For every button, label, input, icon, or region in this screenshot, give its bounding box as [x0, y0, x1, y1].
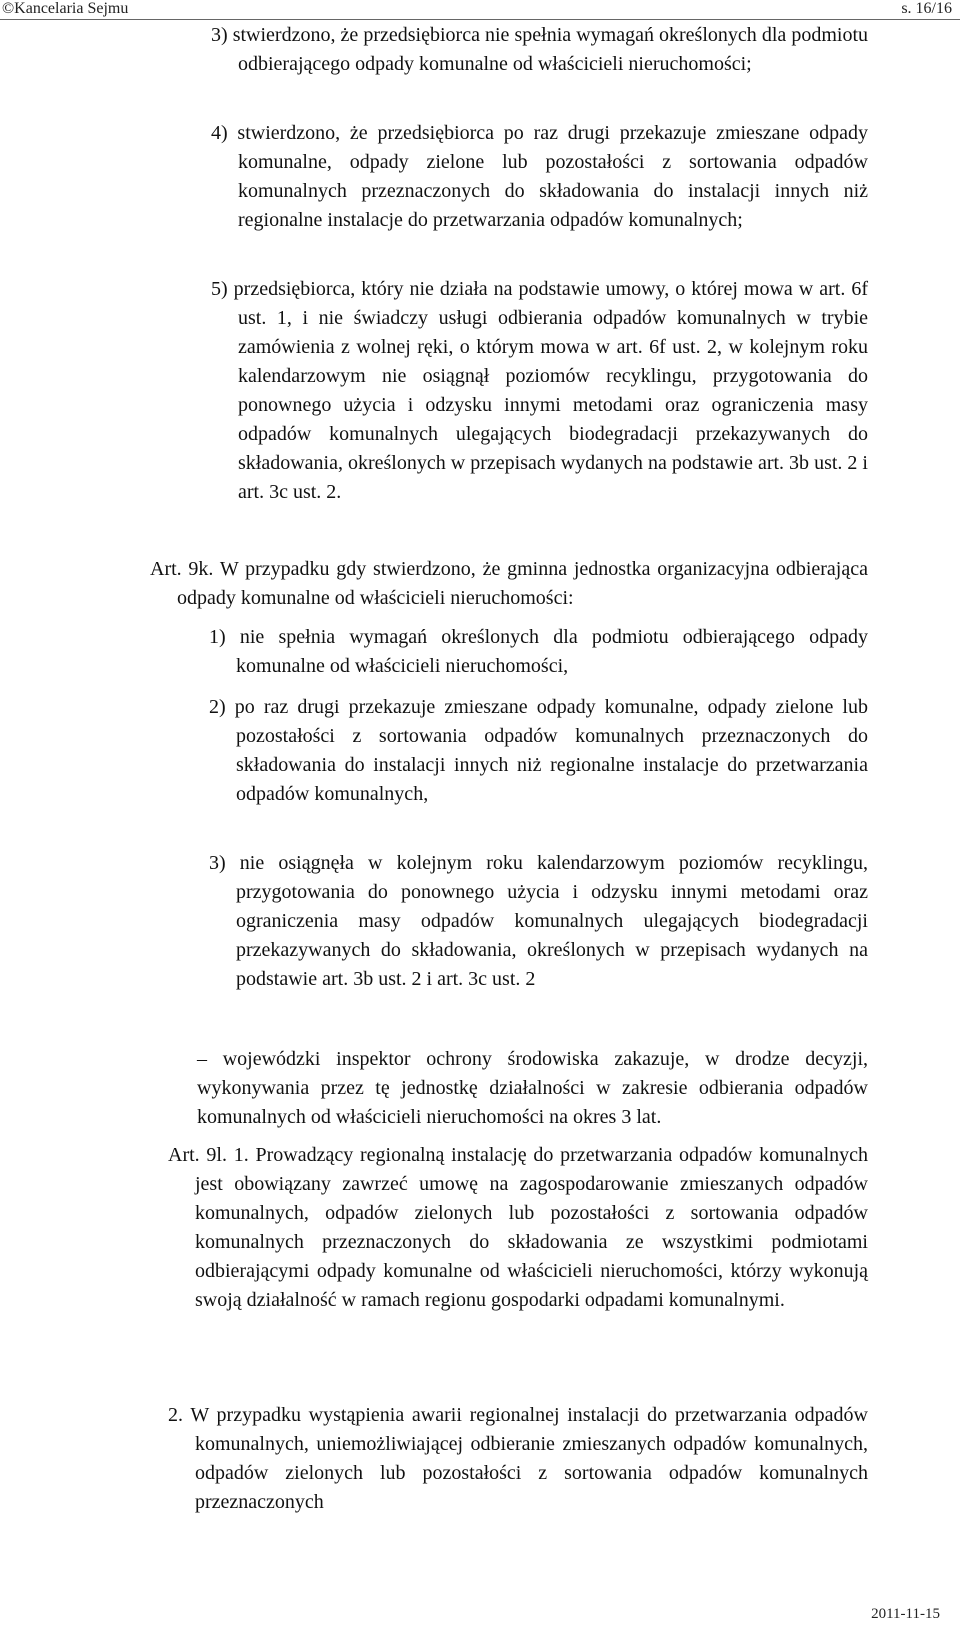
- footer-date: 2011-11-15: [871, 1606, 940, 1622]
- article-9k-intro: Art. 9k. W przypadku gdy stwierdzono, że gminna jednostka organizacyjna odbierająca odpady komunalne od właścicieli nieruchomości:: [150, 558, 868, 609]
- header-divider: [0, 19, 960, 20]
- paragraph-item-3: 3) stwierdzono, że przedsiębiorca nie spełnia wymagań określonych dla podmiotu odbierającego odpady komunalne od właścicieli nieruchomości;: [211, 24, 868, 75]
- article-9l-section-1: Art. 9l. 1. Prowadzący regionalną instalację do przetwarzania odpadów komunalnych jest obowiązany zawrzeć umowę na zagospodarowanie zmieszanych odpadów komunalnych, odpadów zielonych lub pozostałości z sortowania odpadów komunalnych przeznaczonych do składowania ze wszystkimi podmiotami odbierającymi odpady komunalne od właścicieli nieruchomości, którzy wykonują swoją działalność w ramach regionu gospodarki odpadami komunalnymi.: [168, 1144, 868, 1311]
- article-9k-item-2: 2) po raz drugi przekazuje zmieszane odpady komunalne, odpady zielone lub pozostałości z sortowania odpadów komunalnych przeznaczonych do składowania do instalacji innych niż regionalne instalacje do przetwarzania odpadów komunalnych,: [209, 696, 868, 805]
- article-9k-item-3: 3) nie osiągnęła w kolejnym roku kalendarzowym poziomów recyklingu, przygotowania do ponownego użycia i odzysku innymi metodami oraz ograniczenia masy odpadów komunalnych ulegających biodegradacji przekazywanych do składowania, określonych w przepisach wydanych na podstawie art. 3b ust. 2 i art. 3c ust. 2: [209, 852, 868, 990]
- page-header: [0, 0, 960, 20]
- source-label: ©Kancelaria Sejmu: [2, 0, 129, 17]
- article-9k-conclusion: – wojewódzki inspektor ochrony środowiska zakazuje, w drodze decyzji, wykonywania przez tę jednostkę działalności w zakresie odbierania odpadów komunalnych od właścicieli nieruchomości na okres 3 lat.: [197, 1048, 868, 1128]
- article-9l-section-2: 2. W przypadku wystąpienia awarii regionalnej instalacji do przetwarzania odpadów komunalnych, uniemożliwiającej odbieranie zmieszanych odpadów komunalnych, odpadów zielonych lub pozostałości z sortowania odpadów komunalnych przeznaczonych: [168, 1404, 868, 1513]
- page-number: s. 16/16: [901, 0, 952, 17]
- paragraph-item-5: 5) przedsiębiorca, który nie działa na podstawie umowy, o której mowa w art. 6f ust. 1, i nie świadczy usługi odbierania odpadów komunalnych w trybie zamówienia z wolnej ręki, o którym mowa w art. 6f ust. 2, w kolejnym roku kalendarzowym nie osiągnął poziomów recyklingu, przygotowania do ponownego użycia i odzysku innymi metodami oraz ograniczenia masy odpadów komunalnych ulegających biodegradacji przekazywanych do składowania, określonych w przepisach wydanych na podstawie art. 3b ust. 2 i art. 3c ust. 2.: [211, 278, 868, 503]
- paragraph-item-4: 4) stwierdzono, że przedsiębiorca po raz drugi przekazuje zmieszane odpady komunalne, odpady zielone lub pozostałości z sortowania odpadów komunalnych przeznaczonych do składowania do instalacji innych niż regionalne instalacje do przetwarzania odpadów komunalnych;: [211, 122, 868, 231]
- article-9k-item-1: 1) nie spełnia wymagań określonych dla podmiotu odbierającego odpady komunalne od właścicieli nieruchomości,: [209, 626, 868, 677]
